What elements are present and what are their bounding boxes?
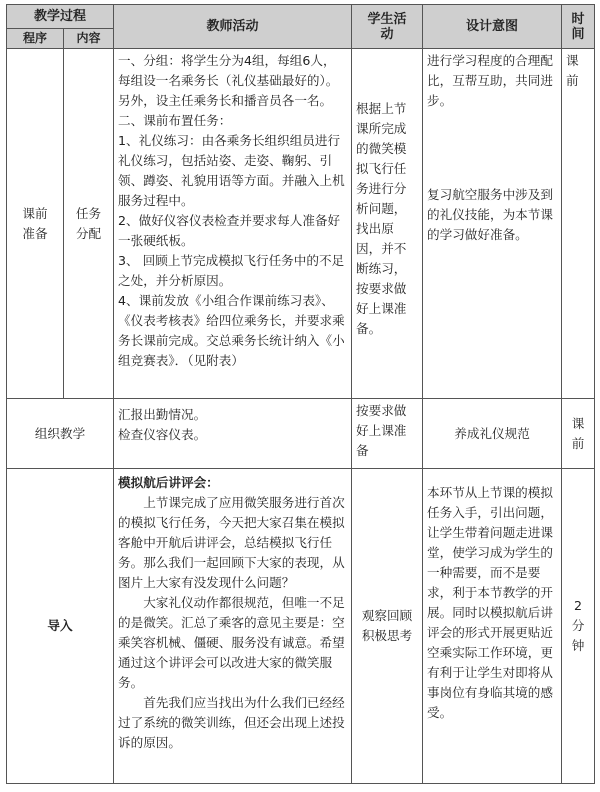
design-intent-text: 本环节从上节课的模拟任务入手，引出问题，让学生带着问题走进课堂，使学习成为学生的一种需要，而不是要求，利于本节教学的开展。同时以模拟航后讲评会的形式开展更贴近空乘实际工作环境，更有利于让学生对即将从事岗位有身临其境的感受。 <box>427 485 553 720</box>
teacher-line: 4、课前发放《小组合作课前练习表》、《仪表考核表》给四位乘务长，并要求乘务长课前完成。交总乘务长统计纳入《小组竞赛表》．（见附表） <box>118 293 345 368</box>
time-text: 2分钟 <box>571 598 585 653</box>
design-intent-text: 养成礼仪规范 <box>454 425 530 441</box>
design-intent-text: 进行学习程度的合理配比，互帮互助，共同进步。 <box>427 53 553 108</box>
teacher-line: 2、做好仪容仪表检查并要求每人准备好一张硬纸板。 <box>118 213 341 248</box>
table-row <box>7 469 595 784</box>
design-intent-cell <box>423 49 562 399</box>
teacher-line: 一、分组：将学生分为4组，每组6人，每组设一名乘务长（礼仪基础最好的）。另外，设主任乘务长和播音员各一名。 <box>118 53 339 108</box>
teacher-line: 汇报出勤情况。 <box>118 407 207 422</box>
student-activity-text: 观察回顾积极思考 <box>361 608 413 643</box>
teacher-section-title: 模拟航后讲评会： <box>118 475 219 490</box>
teacher-paragraph: 大家礼仪动作都很规范，但唯一不足的是微笑。汇总了乘客的意见主要是：空乘笑容机械、僵硬、服务没有诚意。希望通过这个讲评会可以改进大家的微笑服务。 <box>118 595 345 690</box>
header-procedure: 程序 <box>7 29 64 49</box>
teacher-activity-cell <box>114 49 352 399</box>
header-content: 内容 <box>64 29 114 49</box>
teacher-paragraph: 上节课完成了应用微笑服务进行首次的模拟飞行任务，今天把大家召集在模拟客舱中开航后讲评会，总结模拟飞行任务。那么我们一起回顾下大家的表现，从图片上大家有没发现什么问题？ <box>118 495 345 590</box>
header-process: 教学过程 <box>7 5 114 29</box>
teacher-activity-cell <box>114 469 352 784</box>
header-teacher-activity: 教师活动 <box>114 5 352 49</box>
header-student-activity: 学生活动 <box>352 5 423 49</box>
time-text: 课前 <box>571 415 585 451</box>
lesson-plan-table <box>6 4 595 784</box>
procedure-cell: 导入 <box>47 618 73 633</box>
procedure-cell: 组织教学 <box>34 425 86 441</box>
student-activity-text: 根据上节课所完成的微笑模拟飞行任务进行分析问题，找出原因，并不断练习，按要求做好上课准备。 <box>356 101 407 336</box>
header-design-intent: 设计意图 <box>423 5 562 49</box>
teacher-paragraph: 首先我们应当找出为什么我们已经经过了系统的微笑训练，但还会出现上述投诉的原因。 <box>118 695 345 750</box>
header-time: 时间 <box>562 5 595 49</box>
teacher-activity-cell <box>114 399 352 469</box>
teacher-line: 1、礼仪练习：由各乘务长组织组员进行礼仪练习，包括站姿、走姿、鞠躬、引领、蹲姿、礼貌用语等方面。并融入上机服务过程中。 <box>118 133 345 208</box>
procedure-cell: 课前准备 <box>22 205 48 241</box>
teacher-line: 检查仪容仪表。 <box>118 427 207 442</box>
time-text: 课前 <box>566 53 579 88</box>
table-row <box>7 49 595 399</box>
teacher-line: 3、 回顾上节完成模拟飞行任务中的不足之处，并分析原因。 <box>118 253 345 288</box>
student-activity-text: 按要求做好上课准备 <box>356 403 407 458</box>
design-intent-text: 复习航空服务中涉及到的礼仪技能，为本节课的学习做好准备。 <box>427 187 553 242</box>
content-cell: 任务分配 <box>75 205 102 241</box>
teacher-line: 二、课前布置任务： <box>118 113 232 128</box>
table-row <box>7 399 595 469</box>
